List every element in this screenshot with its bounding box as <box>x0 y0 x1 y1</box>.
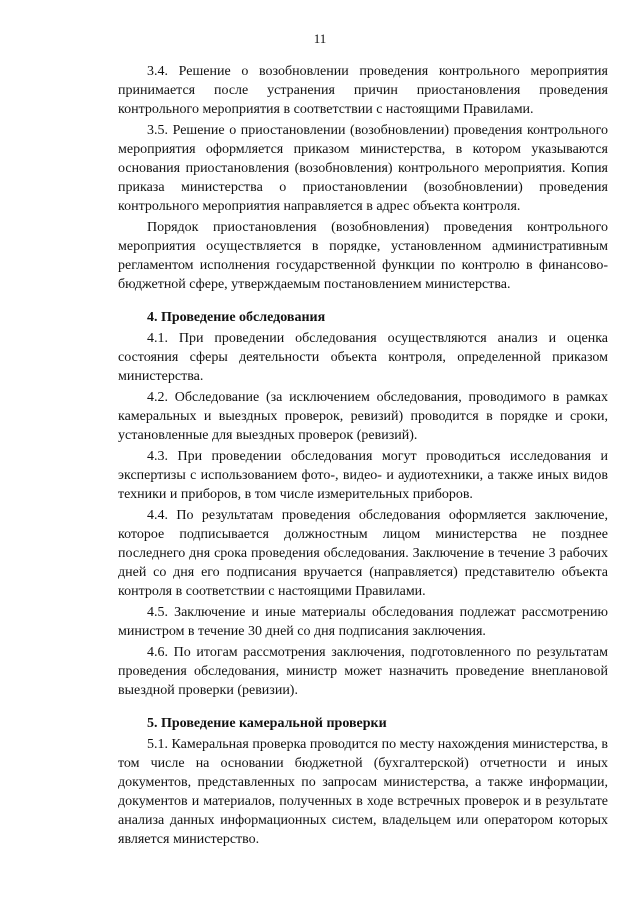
paragraph-4-4: 4.4. По результатам проведения обследования оформляется заключение, которое подписывается должностным лицом министерства не позднее последнего дня срока проведения обследования. Заключение в течение 3 рабочих дней со дня его подписания вручается (направляется) представителю объекта контроля в соответствии с настоящими Правилами. <box>118 508 608 599</box>
page-number: 11 <box>313 31 327 46</box>
paragraph-suspension-procedure: Порядок приостановления (возобновления) проведения контрольного мероприятия осуществляется в порядке, установленном административным регламентом исполнения государственной функции по контролю в финансово-бюджетной сфере, утверждаемым постановлением министерства. <box>118 220 608 292</box>
section-heading-4: 4. Проведение обследования <box>147 310 326 325</box>
paragraph-4-2: 4.2. Обследование (за исключением обследования, проводимого в рамках камеральных и выездных проверок, ревизий) проводится в порядке и сроки, установленные для выездных проверок (ревизий). <box>118 390 608 443</box>
paragraph-4-5: 4.5. Заключение и иные материалы обследования подлежат рассмотрению министром в течение 30 дней со дня подписания заключения. <box>118 605 608 639</box>
document-body <box>118 62 608 851</box>
paragraph-4-3: 4.3. При проведении обследования могут проводиться исследования и экспертизы с использованием фото-, видео- и аудиотехники, а также иных видов техники и приборов, в том числе измерительных приборов. <box>118 449 608 502</box>
paragraph-3-5: 3.5. Решение о приостановлении (возобновлении) проведения контрольного мероприятия оформляется приказом министерства, в котором указываются основания приостановления (возобновления) контрольного мероприятия. Копия приказа министерства о приостановлении (возобновлении) проведения контрольного мероприятия направляется в адрес объекта контроля. <box>118 123 608 214</box>
paragraph-4-1: 4.1. При проведении обследования осуществляются анализ и оценка состояния сферы деятельности объекта контроля, определенной приказом министерства. <box>118 331 608 384</box>
section-heading-5: 5. Проведение камеральной проверки <box>147 716 387 731</box>
paragraph-3-4: 3.4. Решение о возобновлении проведения контрольного мероприятия принимается после устранения причин приостановления проведения контрольного мероприятия в соответствии с настоящими Правилами. <box>118 64 608 117</box>
paragraph-4-6: 4.6. По итогам рассмотрения заключения, подготовленного по результатам проведения обследования, министр может назначить проведение внеплановой выездной проверки (ревизии). <box>118 645 608 698</box>
paragraph-5-1: 5.1. Камеральная проверка проводится по месту нахождения министерства, в том числе на основании бюджетной (бухгалтерской) отчетности и иных документов, представленных по запросам министерства, а также информации, документов и материалов, полученных в ходе встречных проверок и в результате анализа данных информационных систем, владельцем или оператором которых является министерство. <box>118 737 608 847</box>
